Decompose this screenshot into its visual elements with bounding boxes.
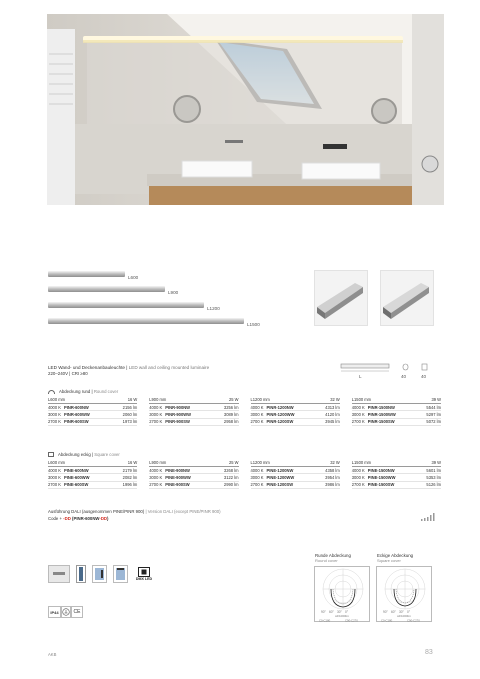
polar-square-title: Eckige Abdeckung (377, 553, 414, 558)
polar-round (315, 553, 370, 563)
lumen-output: 3089 lm (223, 412, 239, 418)
dali-example-post: ) (107, 516, 109, 521)
mounting-icon (76, 565, 86, 583)
length-bar-1200 (48, 302, 204, 308)
color-temp: 2700 K (48, 482, 61, 488)
square-cover-de: Abdeckung eckig (58, 452, 91, 457)
table-row (149, 404, 238, 411)
round-cover-icon (48, 390, 55, 394)
color-temp: 4000 K (351, 467, 365, 473)
lumen-output: 3256 lm (223, 404, 239, 410)
article-code: PINE-900SW (165, 482, 190, 488)
article-code: PINE-1200WW (266, 475, 295, 481)
polar-axis-label: 0° (345, 610, 349, 614)
ip-rating: IP44 (50, 609, 59, 615)
header-length: L1200 mm (250, 460, 270, 465)
polar-square-subtitle: Square cover (377, 558, 401, 563)
lumen-output: 2179 lm (122, 467, 138, 473)
title-en: LED wall and ceiling mounted luminaire (128, 365, 210, 370)
header-length: L1200 mm (250, 397, 270, 402)
variant-column (352, 397, 441, 426)
polar-axis-label: 0° (407, 610, 411, 614)
color-temp: 4000 K (48, 404, 61, 410)
polar-axis-label: 60° (391, 610, 396, 614)
header-length: L600 mm (48, 397, 66, 402)
lumen-output: 1973 lm (122, 419, 138, 425)
color-temp: 3000 K (250, 475, 264, 481)
color-temp: 4000 K (250, 404, 264, 410)
article-code: PINE-600WW (64, 475, 90, 481)
table-row (48, 474, 137, 481)
variant-column-header (48, 460, 137, 467)
variant-column (48, 397, 137, 426)
article-code: PINE-900WW (165, 475, 191, 481)
dali-code-suffix: -DD (63, 516, 71, 521)
dimension-drawing (340, 362, 440, 384)
table-row (352, 474, 441, 481)
led-module-label: DMX LED (135, 577, 153, 581)
page-number: 83 (425, 649, 433, 656)
article-code: PINE-1500SW (367, 482, 395, 488)
round-cover-table (48, 397, 441, 426)
lumen-output: 4120 lm (325, 412, 340, 418)
lumen-output: 5544 lm (426, 404, 441, 410)
table-row (48, 419, 137, 426)
length-label: L600 (128, 275, 139, 280)
variant-column (149, 397, 238, 426)
variant-column-header (48, 397, 137, 404)
table-row (48, 467, 137, 474)
dali-example-red: -DD (99, 516, 108, 521)
lumen-output: 5601 lm (426, 467, 441, 473)
table-row (149, 467, 238, 474)
color-temp: 2700 K (149, 419, 163, 425)
variant-column (352, 460, 441, 489)
header-wattage: 25 W (228, 460, 239, 465)
ceiling-mount-icon (113, 565, 128, 583)
article-code: PINR-600WW (64, 412, 90, 418)
table-row (352, 419, 441, 426)
article-code: PINE-1200SW (266, 482, 294, 488)
color-temp: 3000 K (48, 475, 61, 481)
header-wattage: 32 W (330, 460, 340, 465)
variant-column-header (352, 460, 441, 467)
article-code: PINR-1500SW (367, 419, 395, 425)
header-wattage: 16 W (127, 397, 138, 402)
table-row (251, 467, 340, 474)
color-temp: 3000 K (149, 475, 163, 481)
square-cover-en: Square cover (94, 452, 120, 457)
ce-icon (71, 606, 83, 618)
round-cover-heading: Abdeckung rund | Round cover (48, 389, 118, 394)
color-temp: 4000 K (48, 467, 61, 473)
table-row (352, 411, 441, 418)
article-code: PINR-600NW (64, 404, 89, 410)
article-code: PINR-1200WW (266, 412, 295, 418)
article-code: PINR-900WW (165, 412, 191, 418)
length-label: L1200 (207, 306, 220, 311)
article-code: PINR-1500NW (367, 404, 395, 410)
square-cover-heading: Abdeckung eckig | Square cover (48, 452, 120, 457)
polar-legend: C90-C270 (345, 618, 358, 623)
square-cover-icon (48, 452, 54, 457)
article-code: PINE-1200NW (266, 467, 294, 473)
table-row (48, 404, 137, 411)
dim-depth-label: 40 (401, 374, 407, 379)
dim-length-label: L (359, 374, 362, 379)
article-code: PINE-1500NW (367, 467, 395, 473)
length-bar-900 (48, 286, 165, 292)
color-temp: 3000 K (351, 412, 365, 418)
polar-legend: C0-C180 (319, 618, 331, 623)
table-row (251, 411, 340, 418)
lumen-output: 2156 lm (122, 404, 138, 410)
product-subtitle: 220–240V | CRI ≥80 (48, 371, 88, 376)
lumen-output: 5297 lm (426, 412, 441, 418)
article-code: PINR-1200SW (266, 419, 294, 425)
variant-column-header (149, 460, 238, 467)
variant-column (149, 460, 238, 489)
table-row (251, 474, 340, 481)
dali-code-prefix: Code + (48, 516, 64, 521)
header-wattage: 39 W (431, 460, 441, 465)
variant-column-header (251, 460, 340, 467)
article-code: PINR-900SW (165, 419, 190, 425)
variant-column (48, 460, 137, 489)
article-code: PINE-1500WW (367, 475, 396, 481)
color-temp: 3000 K (250, 412, 264, 418)
color-temp: 4000 K (149, 467, 163, 473)
polar-round-subtitle: Round cover (315, 558, 338, 563)
color-temp: 2700 K (250, 419, 264, 425)
color-temp: 3000 K (48, 412, 61, 418)
variant-column (251, 397, 340, 426)
variant-column-header (149, 397, 238, 404)
table-row (149, 474, 238, 481)
polar-square (377, 553, 437, 563)
polar-axis-label: 30° (399, 610, 404, 614)
lumen-output: 4313 lm (325, 404, 340, 410)
round-cover-de: Abdeckung rund (59, 389, 91, 394)
table-row (149, 482, 238, 489)
article-code: PINE-600SW (64, 482, 89, 488)
lumen-output: 3954 lm (325, 475, 340, 481)
dali-text-de: Ausführung DALI (ausgenommen PINE/PINR 900) (48, 509, 145, 514)
lumen-output: 5072 lm (426, 419, 441, 425)
lumen-output: 3986 lm (325, 482, 340, 488)
table-row (149, 419, 238, 426)
polar-axis-label: 90° (383, 610, 388, 614)
product-title: LED Wand- und Deckenanbauleuchte | LED wall and ceiling mounted luminaire (48, 365, 210, 370)
article-code: PINR-1200NW (266, 404, 294, 410)
product-image-square (380, 270, 434, 326)
variant-column-header (352, 397, 441, 404)
table-row (251, 419, 340, 426)
color-temp: 2700 K (351, 419, 365, 425)
header-length: L1500 mm (351, 397, 372, 402)
polar-legend: C90-C270 (407, 618, 420, 623)
polar-round-diagram (314, 566, 370, 622)
lumen-output: 2990 lm (223, 482, 239, 488)
color-temp: 2700 K (48, 419, 61, 425)
ce-mark: CE (73, 609, 81, 615)
polar-legend: C0-C180 (381, 618, 393, 623)
article-code: PINE-900NW (165, 467, 190, 473)
table-row (251, 404, 340, 411)
polar-unit: cd/1000lm (335, 614, 349, 618)
color-temp: 3000 K (149, 412, 163, 418)
ip44-icon (48, 606, 61, 618)
color-temp: 2700 K (250, 482, 264, 488)
header-wattage: 39 W (431, 397, 441, 402)
table-row (251, 482, 340, 489)
length-label: L900 (168, 290, 179, 295)
protection-class-icon (61, 606, 71, 618)
table-row (352, 404, 441, 411)
header-length: L900 mm (149, 397, 167, 402)
color-temp: 2700 K (351, 482, 365, 488)
table-row (48, 411, 137, 418)
lumen-output: 2958 lm (223, 419, 239, 425)
surface-mount-icon (92, 565, 107, 583)
dali-code (48, 516, 108, 521)
article-code: PINR-1500WW (367, 412, 396, 418)
table-row (352, 482, 441, 489)
color-temp: 4000 K (250, 467, 264, 473)
dimmable-icon (421, 508, 435, 526)
led-module-icon (134, 565, 154, 583)
square-cover-table (48, 460, 441, 489)
dali-note: Ausführung DALI (ausgenommen PINE/PINR 900) | Version DALI (except PINE/PINR 900) (48, 509, 221, 514)
lumen-output: 3268 lm (223, 467, 239, 473)
variant-column-header (251, 397, 340, 404)
lumen-output: 2082 lm (122, 475, 138, 481)
color-temp: 3000 K (351, 475, 365, 481)
lumen-output: 4358 lm (325, 467, 340, 473)
footer-lang: AKB (48, 652, 57, 657)
article-code: PINR-600SW (64, 419, 89, 425)
header-wattage: 32 W (330, 397, 340, 402)
color-temp: 2700 K (149, 482, 163, 488)
title-de: LED Wand- und Deckenanbauleuchte (48, 365, 125, 370)
article-code: PINE-600NW (64, 467, 89, 473)
polar-round-title: Runde Abdeckung (315, 553, 351, 558)
header-wattage: 16 W (127, 460, 138, 465)
lumen-output: 2060 lm (122, 412, 138, 418)
polar-axis-label: 90° (321, 610, 326, 614)
lumen-output: 5126 lm (426, 482, 441, 488)
lumen-output: 5353 lm (426, 475, 441, 481)
color-temp: 4000 K (351, 404, 365, 410)
lamp-type-icon (48, 565, 70, 583)
table-row (352, 467, 441, 474)
color-temp: 4000 K (149, 404, 163, 410)
polar-unit: cd/1000lm (397, 614, 411, 618)
round-cover-en: Round cover (93, 389, 119, 394)
header-length: L600 mm (48, 460, 66, 465)
variant-column (251, 460, 340, 489)
table-row (149, 411, 238, 418)
dim-width-label: 40 (421, 374, 427, 379)
lumen-output: 1996 lm (122, 482, 138, 488)
polar-square-diagram (376, 566, 432, 622)
header-wattage: 25 W (228, 397, 239, 402)
length-label: L1500 (247, 322, 260, 327)
dali-example-pre: (PINR-600NW (72, 516, 100, 521)
hero-photo (47, 14, 444, 205)
polar-axis-label: 30° (337, 610, 342, 614)
polar-axis-label: 60° (329, 610, 334, 614)
lumen-output: 3122 lm (223, 475, 239, 481)
length-bar-600 (48, 271, 125, 277)
product-image-round (314, 270, 368, 326)
lumen-output: 3945 lm (325, 419, 340, 425)
table-row (48, 482, 137, 489)
length-bar-1500 (48, 318, 244, 324)
article-code: PINR-900NW (165, 404, 191, 410)
header-length: L1500 mm (351, 460, 372, 465)
dali-text-en: Version DALI (except PINE/PINR 900) (147, 509, 221, 514)
header-length: L900 mm (149, 460, 167, 465)
